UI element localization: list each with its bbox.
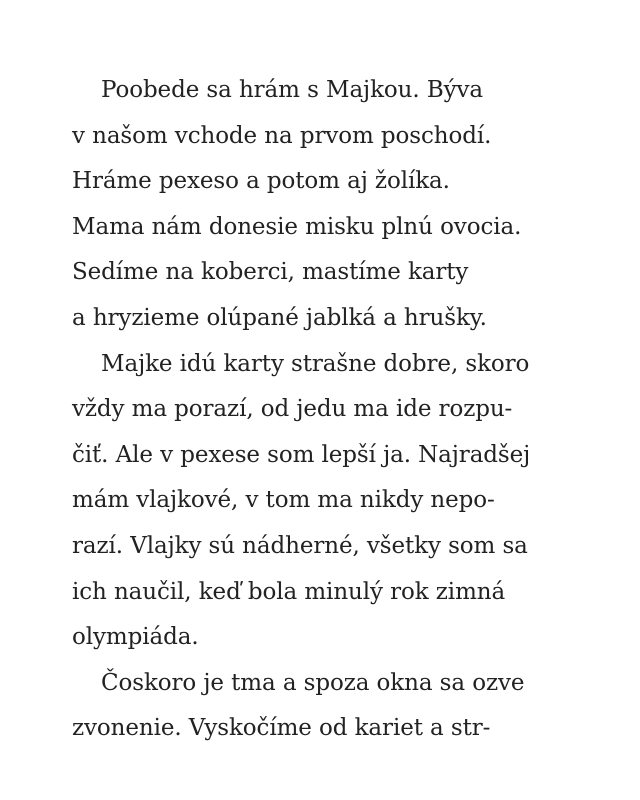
text-line: v našom vchode na prvom poschodí. — [72, 122, 492, 149]
text-line: Poobede sa hrám s Majkou. Býva — [101, 77, 484, 103]
text-line: ich naučil, keď bola minulý rok zimná — [72, 578, 506, 605]
text-line: Čoskoro je tma a spoza okna sa ozve — [101, 669, 525, 696]
paragraph-3 — [72, 661, 582, 752]
text-line: čiť. Ale v pexese som lepší ja. Najradšej — [72, 441, 531, 468]
text-line: Mama nám donesie misku plnú ovocia. — [72, 213, 522, 240]
text-line: olympiáda. — [72, 624, 199, 651]
text-line: Majke idú karty strašne dobre, skoro — [101, 350, 530, 377]
paragraph-2 — [72, 342, 582, 661]
text-line: mám vlajkové, v tom ma nikdy nepo- — [72, 487, 495, 514]
text-line: zvonenie. Vyskočíme od kariet a str- — [72, 715, 491, 742]
text-line: a hryzieme olúpané jablká a hrušky. — [72, 304, 487, 331]
text-line: Sedíme na koberci, mastíme karty — [72, 259, 469, 286]
paragraph-1 — [72, 68, 582, 342]
text-line: Hráme pexeso a potom aj žolíka. — [72, 168, 450, 195]
text-line: razí. Vlajky sú nádherné, všetky som sa — [72, 532, 528, 559]
text-line: vždy ma porazí, od jedu ma ide rozpu- — [72, 396, 513, 423]
book-page-text — [72, 68, 582, 752]
